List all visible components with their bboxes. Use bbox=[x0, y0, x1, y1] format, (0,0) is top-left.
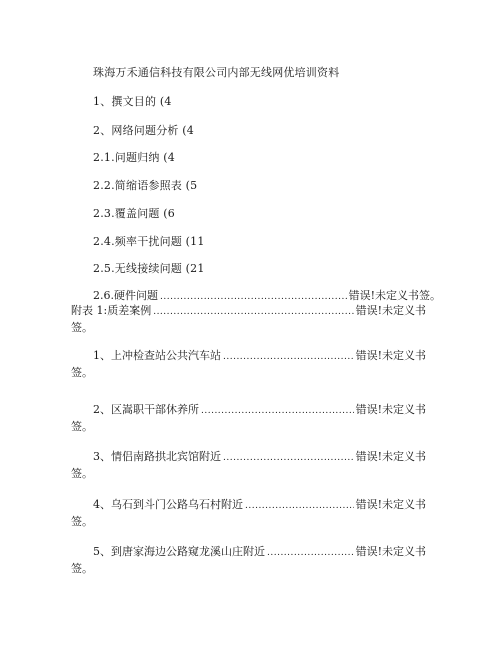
toc-error-ref: 错误!未定义书签。 bbox=[348, 289, 441, 302]
toc-label: 1、上冲检查站公共汽车站 bbox=[93, 349, 221, 362]
toc-entry-problem-summary: 2.1.问题归纳 (4 bbox=[93, 151, 175, 164]
toc-entry-case-5 bbox=[71, 544, 426, 576]
toc-leader-dots bbox=[223, 451, 354, 466]
toc-leader-dots bbox=[223, 350, 354, 365]
toc-label: 2.6.硬件问题 bbox=[93, 289, 158, 302]
toc-error-ref: 错误!未定义书 bbox=[355, 403, 426, 416]
toc-error-ref-continued: 签。 bbox=[71, 420, 93, 433]
toc-error-ref: 错误!未定义书 bbox=[355, 450, 426, 463]
toc-leader-dots bbox=[267, 546, 354, 561]
toc-entry-access: 2.5.无线接续问题 (21 bbox=[93, 262, 205, 275]
toc-entry-purpose: 1、撰文目的 (4 bbox=[93, 95, 172, 108]
toc-label: 2、区嵩职干部休养所 bbox=[93, 403, 199, 416]
toc-entry-appendix bbox=[71, 303, 426, 335]
document-title: 珠海万禾通信科技有限公司内部无线网优培训资料 bbox=[93, 66, 340, 79]
toc-label: 3、情侣南路拱北宾馆附近 bbox=[93, 450, 221, 463]
toc-error-ref-continued: 签。 bbox=[71, 515, 93, 528]
toc-label: 附表 1:质差案例 bbox=[71, 304, 152, 317]
toc-label: 5、到唐家海边公路窥龙溪山庄附近 bbox=[93, 545, 265, 558]
toc-leader-dots bbox=[245, 499, 354, 514]
toc-error-ref-continued: 签。 bbox=[71, 366, 93, 379]
toc-label: 4、乌石到斗门公路乌石村附近 bbox=[93, 498, 243, 511]
toc-error-ref: 错误!未定义书 bbox=[355, 304, 426, 317]
toc-error-ref: 错误!未定义书 bbox=[355, 498, 426, 511]
toc-entry-coverage: 2.3.覆盖问题 (6 bbox=[93, 207, 175, 220]
toc-entry-network-analysis: 2、网络问题分析 (4 bbox=[93, 124, 194, 137]
toc-leader-dots bbox=[201, 404, 354, 419]
toc-error-ref-continued: 签。 bbox=[71, 321, 93, 334]
toc-error-ref: 错误!未定义书 bbox=[355, 349, 426, 362]
toc-entry-interference: 2.4.频率干扰问题 (11 bbox=[93, 235, 205, 248]
toc-error-ref-continued: 签。 bbox=[71, 467, 93, 480]
toc-error-ref: 错误!未定义书 bbox=[355, 545, 426, 558]
toc-leader-dots bbox=[153, 305, 353, 320]
toc-entry-case-2 bbox=[71, 402, 426, 434]
toc-entry-case-4 bbox=[71, 497, 426, 529]
toc-entry-case-3 bbox=[71, 449, 426, 481]
toc-entry-abbreviations: 2.2.简缩语参照表 (5 bbox=[93, 179, 198, 192]
toc-entry-case-1 bbox=[71, 348, 426, 380]
toc-error-ref-continued: 签。 bbox=[71, 562, 93, 575]
